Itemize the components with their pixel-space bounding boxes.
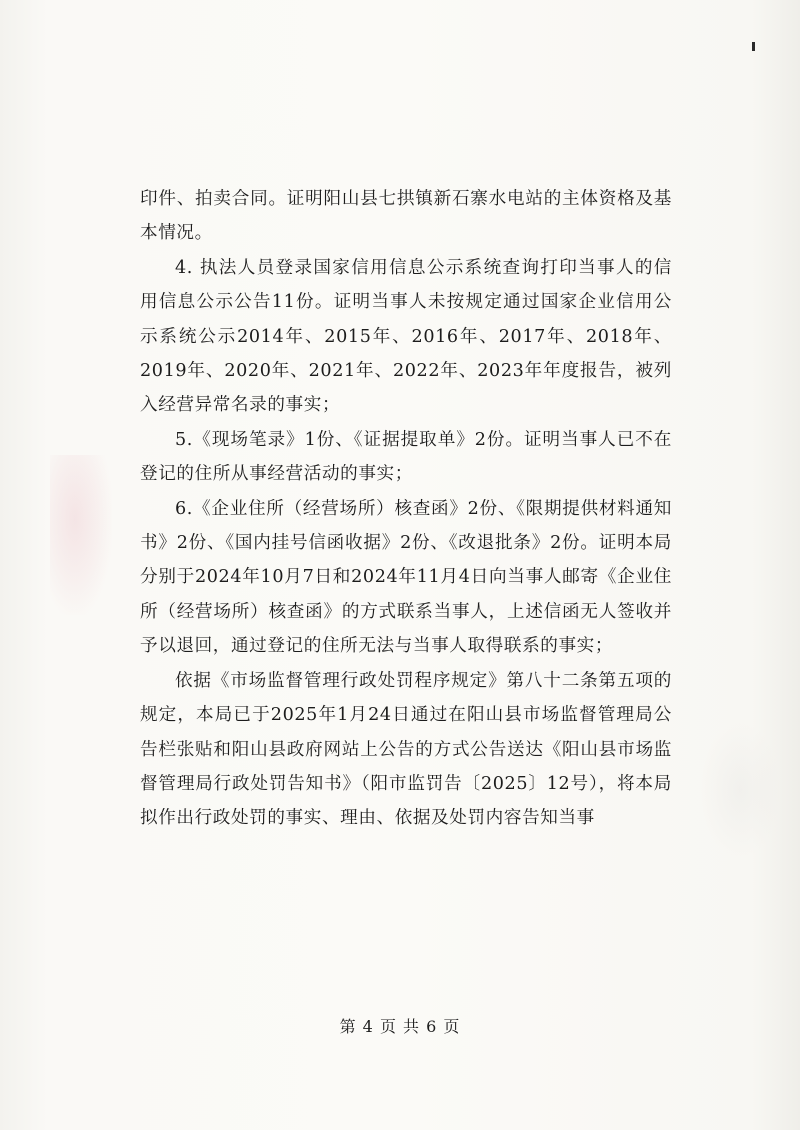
document-body: [140, 182, 672, 836]
paragraph-continuation: 印件、拍卖合同。证明阳山县七拱镇新石寨水电站的主体资格及基本情况。: [140, 189, 672, 244]
scan-mark: [752, 42, 755, 51]
scan-smudge: [700, 720, 780, 860]
paragraph-evidence-5: 5.《现场笔录》1份、《证据提取单》2份。证明当事人已不在登记的住所从事经营活动的事实；: [140, 429, 672, 485]
paragraph-evidence-4: 4. 执法人员登录国家信用信息公示系统查询打印当事人的信用信息公示公告11份。证明当事人未按规定通过国家企业信用公示系统公示2014年、2015年、2016年、2017年、2018年、2019年、2020年、2021年、2022年、2023年年度报告，被列入经营异常名录的事实；: [140, 257, 672, 416]
paragraph-evidence-6: 6.《企业住所（经营场所）核查函》2份、《限期提供材料通知书》2份、《国内挂号信函收据》2份、《改退批条》2份。证明本局分别于2024年10月7日和2024年11月4日向当事人邮寄《企业住所（经营场所）核查函》的方式联系当事人，上述信函无人签收并予以退回，通过登记的住所无法与当事人取得联系的事实；: [140, 498, 672, 657]
page-number-footer: 第 4 页 共 6 页: [339, 1017, 461, 1036]
paragraph-legal-basis: 依据《市场监督管理行政处罚程序规定》第八十二条第五项的规定，本局已于2025年1月24日通过在阳山县市场监督管理局公告栏张贴和阳山县政府网站上公告的方式公告送达《阳山县市场监督管理局行政处罚告知书》（阳市监罚告〔2025〕12号），将本局拟作出行政处罚的事实、理由、依据及处罚内容告知当事: [140, 670, 672, 829]
faded-stamp-mark: [50, 455, 112, 615]
